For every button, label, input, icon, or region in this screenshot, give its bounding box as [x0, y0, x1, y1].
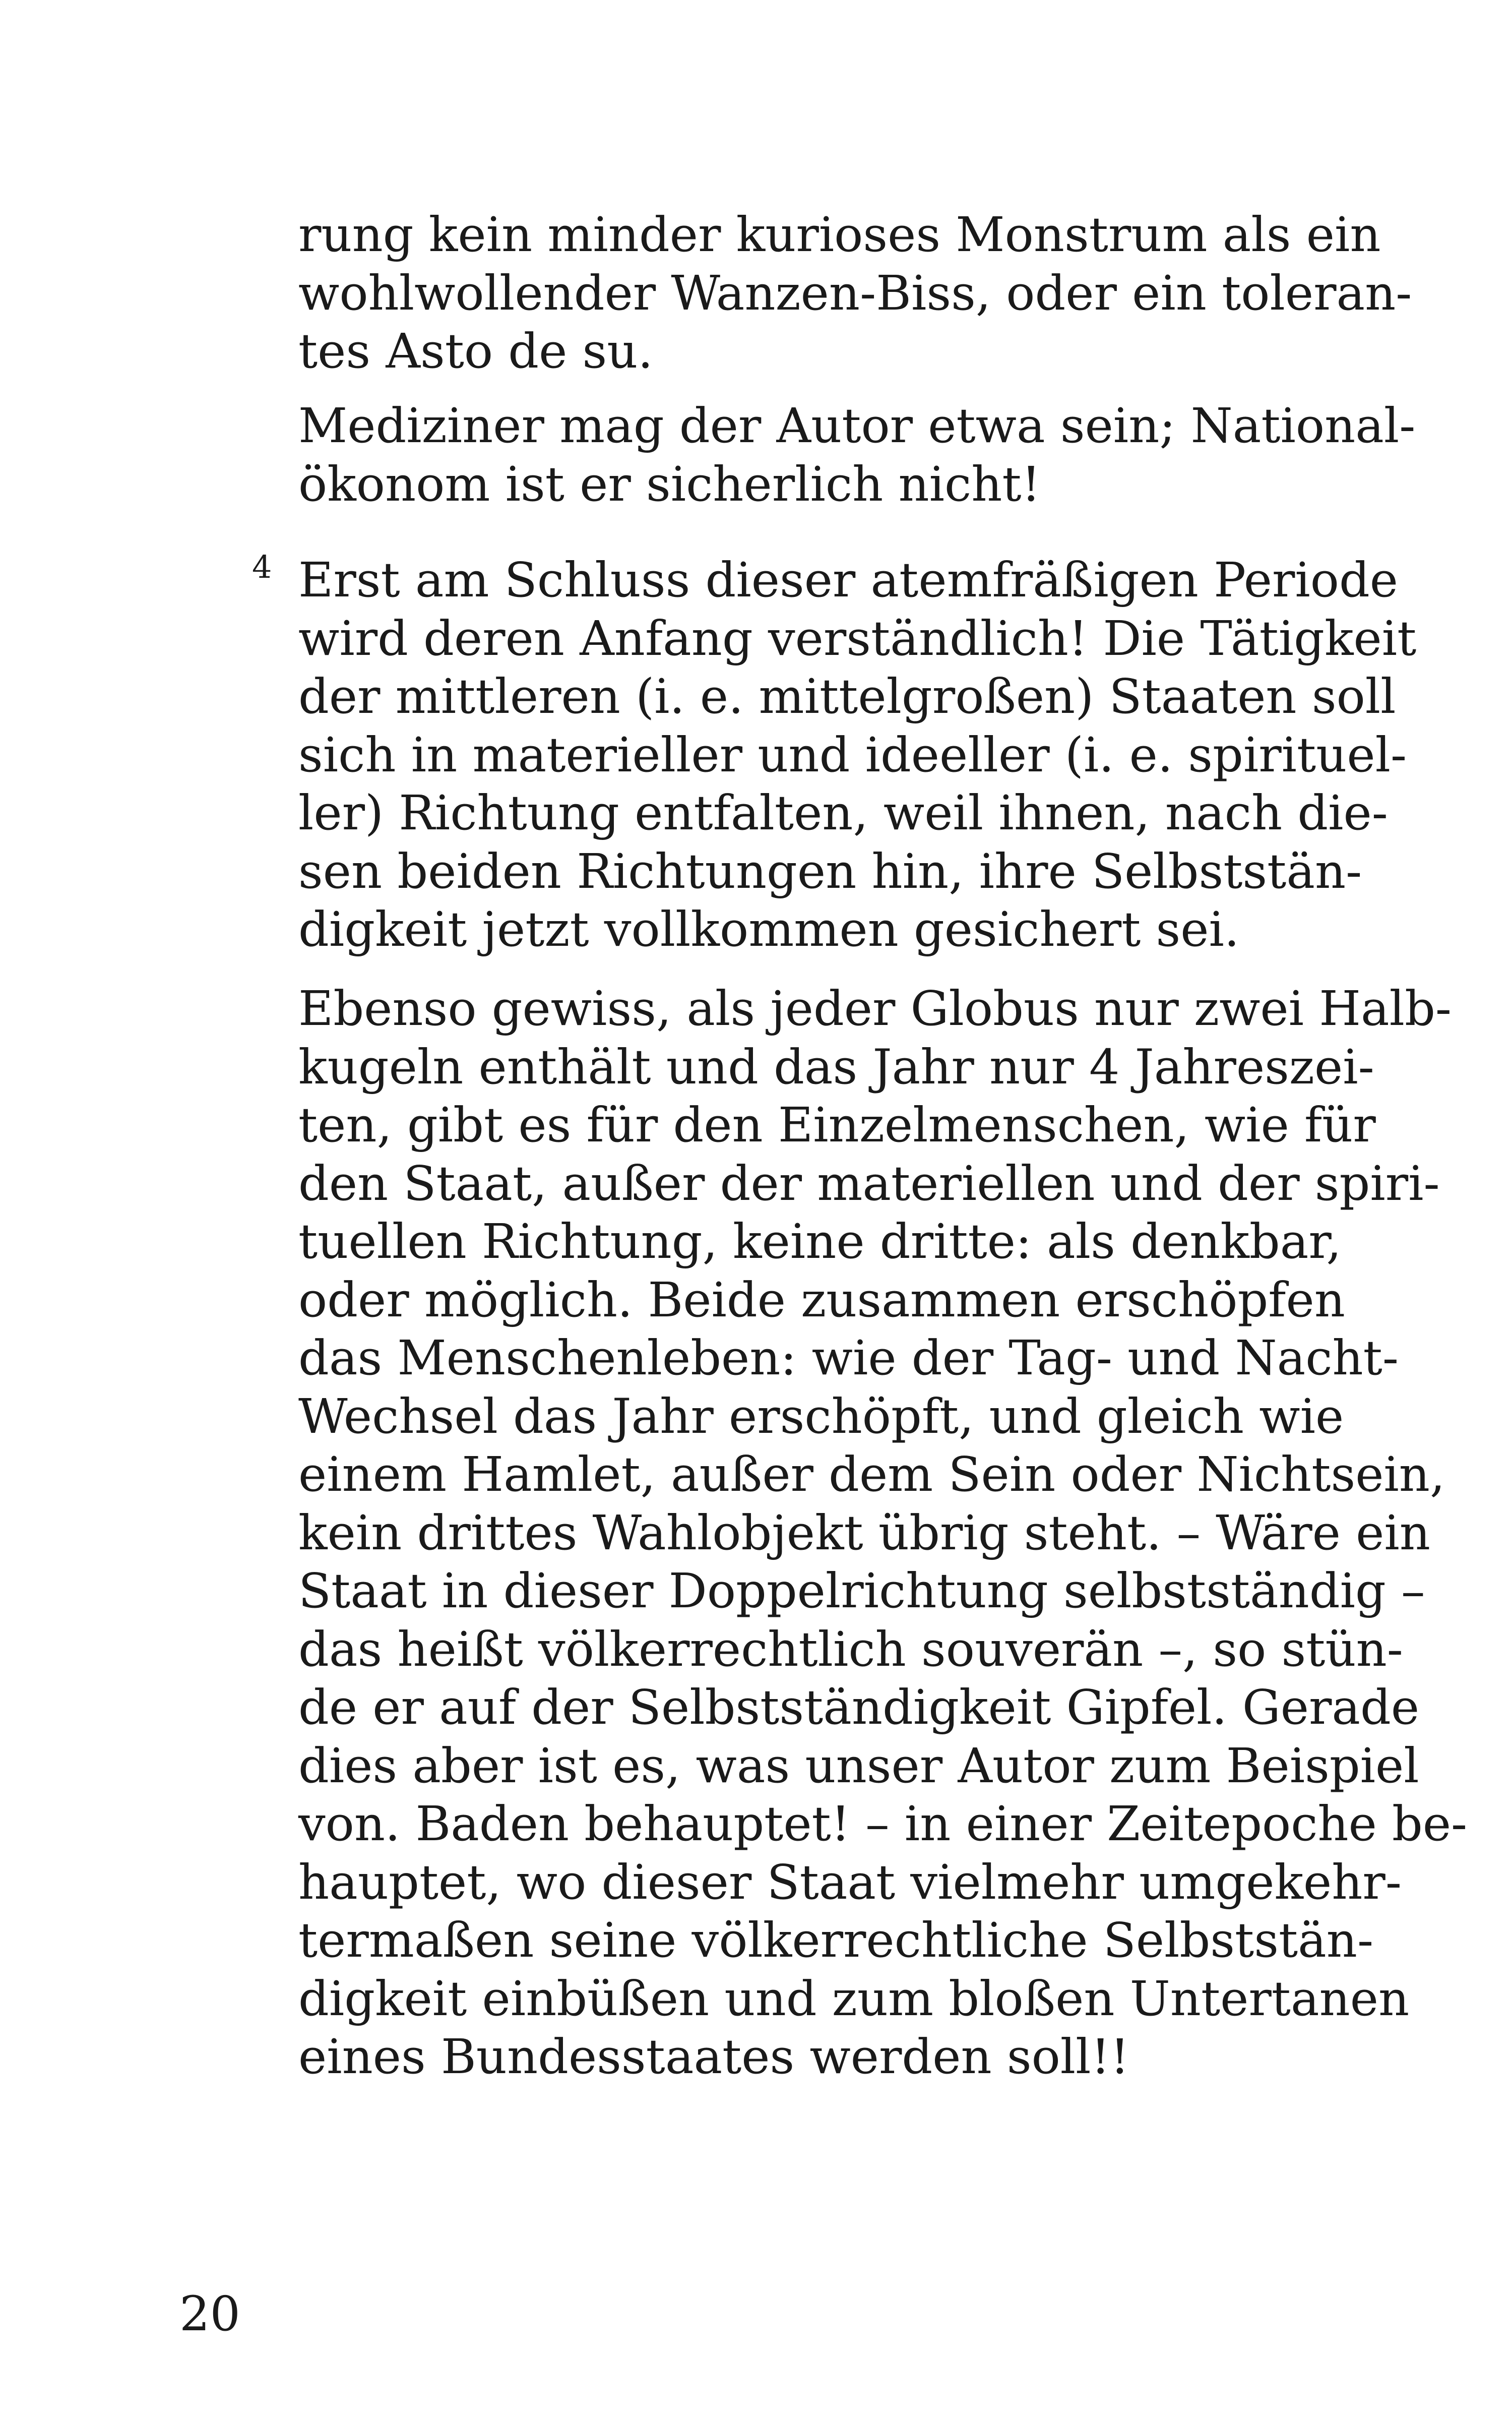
text-line: das heißt völkerrechtlich souverän –, so stün-	[298, 1621, 1403, 1677]
text-line: einem Hamlet, außer dem Sein oder Nichtsein,	[298, 1447, 1445, 1502]
text-line: digkeit einbüßen und zum bloßen Untertanen	[298, 1971, 1410, 2027]
text-line: termaßen seine völkerrechtliche Selbststän-	[298, 1913, 1374, 1968]
text-line: hauptet, wo dieser Staat vielmehr umgekehr-	[298, 1854, 1402, 1910]
paragraph-2	[298, 397, 1416, 514]
text-line: ökonom ist er sicherlich nicht!	[298, 456, 1041, 512]
text-line: tes Asto de su.	[298, 324, 653, 379]
paragraph-1	[298, 206, 1412, 381]
text-line: eines Bundesstaates werden soll!!	[298, 2029, 1129, 2085]
text-line: wohlwollender Wanzen-Biss, oder ein toleran-	[298, 265, 1412, 321]
text-line: Erst am Schluss dieser atemfräßigen Periode	[298, 553, 1399, 608]
text-line: tuellen Richtung, keine dritte: als denkbar,	[298, 1214, 1342, 1269]
text-line: Mediziner mag der Autor etwa sein; National-	[298, 398, 1416, 454]
text-line: der mittleren (i. e. mittelgroßen) Staaten soll	[298, 669, 1396, 724]
text-line: kugeln enthält und das Jahr nur 4 Jahreszei-	[298, 1039, 1374, 1095]
text-line: kein drittes Wahlobjekt übrig steht. – Wäre ein	[298, 1505, 1430, 1561]
text-line: rung kein minder kurioses Monstrum als ein	[298, 207, 1381, 263]
text-line: de er auf der Selbstständigkeit Gipfel. Gerade	[298, 1680, 1420, 1735]
text-line: Staat in dieser Doppelrichtung selbstständig –	[298, 1563, 1425, 1619]
text-line: wird deren Anfang verständlich! Die Tätigkeit	[298, 611, 1417, 667]
text-line: oder möglich. Beide zusammen erschöpfen	[298, 1272, 1345, 1328]
footnote-marker: 4	[252, 549, 272, 585]
paragraph-4	[298, 980, 1468, 2087]
paragraph-3	[298, 552, 1417, 959]
text-line: Wechsel das Jahr erschöpft, und gleich wie	[298, 1388, 1344, 1444]
text-line: ler) Richtung entfalten, weil ihnen, nach die-	[298, 785, 1388, 841]
text-line: das Menschenleben: wie der Tag- und Nacht-	[298, 1330, 1399, 1386]
text-line: Ebenso gewiss, als jeder Globus nur zwei Halb-	[298, 981, 1452, 1037]
text-line: digkeit jetzt vollkommen gesichert sei.	[298, 902, 1240, 957]
text-line: von. Baden behauptet! – in einer Zeitepoche be-	[298, 1796, 1468, 1852]
text-line: dies aber ist es, was unser Autor zum Beispiel	[298, 1738, 1419, 1794]
page-number: 20	[179, 2286, 240, 2342]
text-line: sen beiden Richtungen hin, ihre Selbststän-	[298, 843, 1362, 899]
text-line: sich in materieller und ideeller (i. e. spirituel-	[298, 727, 1407, 783]
text-line: ten, gibt es für den Einzelmenschen, wie für	[298, 1098, 1376, 1153]
text-line: den Staat, außer der materiellen und der spiri-	[298, 1156, 1440, 1212]
